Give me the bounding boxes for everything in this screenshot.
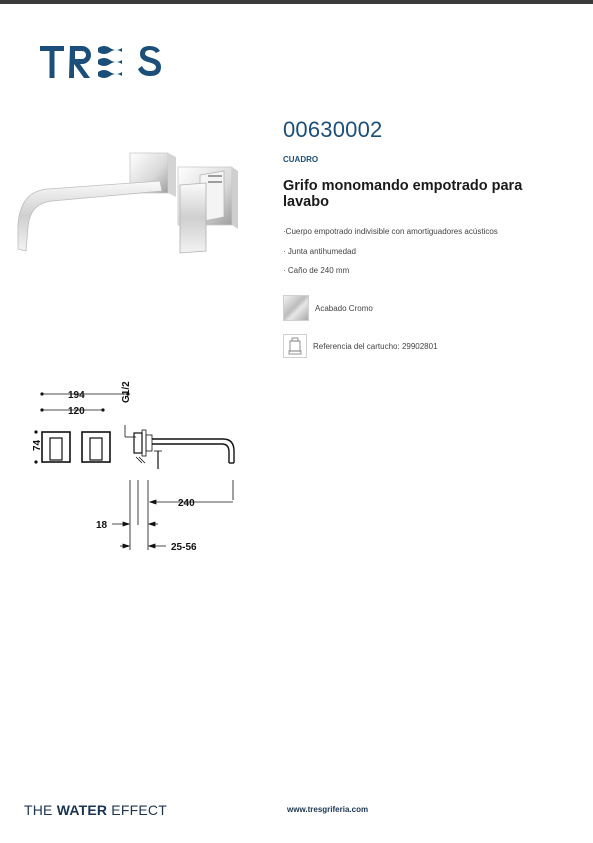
technical-drawing [28, 375, 243, 555]
dim-g12: G1/2 [121, 381, 132, 403]
feature-item: · Junta antihumedad [283, 246, 356, 256]
feature-item: ·Cuerpo empotrado indivisible con amortiguadores acústicos [283, 227, 498, 236]
dim-194: 194 [68, 390, 85, 401]
product-title: Grifo monomando empotrado para lavabo [283, 178, 523, 210]
dim-25-56: 25-56 [171, 542, 197, 553]
feature-item: · Caño de 240 mm [283, 266, 350, 275]
dim-240: 240 [178, 498, 195, 509]
tres-logo [40, 42, 164, 82]
product-photo [10, 145, 245, 255]
tagline-suffix: EFFECT [107, 802, 167, 818]
website-link[interactable]: www.tresgriferia.com [287, 805, 369, 814]
dim-120: 120 [68, 406, 85, 417]
product-code: 00630002 [283, 117, 383, 142]
finish-row [283, 295, 373, 321]
product-series: CUADRO [283, 155, 319, 164]
cartridge-row [283, 333, 438, 359]
top-bar [0, 0, 593, 4]
feature-list [283, 227, 498, 286]
chrome-swatch-icon [283, 295, 309, 321]
tagline-strong: WATER [56, 802, 108, 818]
tagline-prefix: THE [24, 802, 57, 818]
tagline [24, 802, 167, 818]
finish-label: Acabado Cromo [315, 303, 373, 313]
dim-74: 74 [32, 439, 43, 451]
cartridge-label: Referencia del cartucho: 29902801 [313, 341, 438, 351]
cartridge-icon [283, 334, 307, 358]
dim-18: 18 [96, 520, 108, 531]
